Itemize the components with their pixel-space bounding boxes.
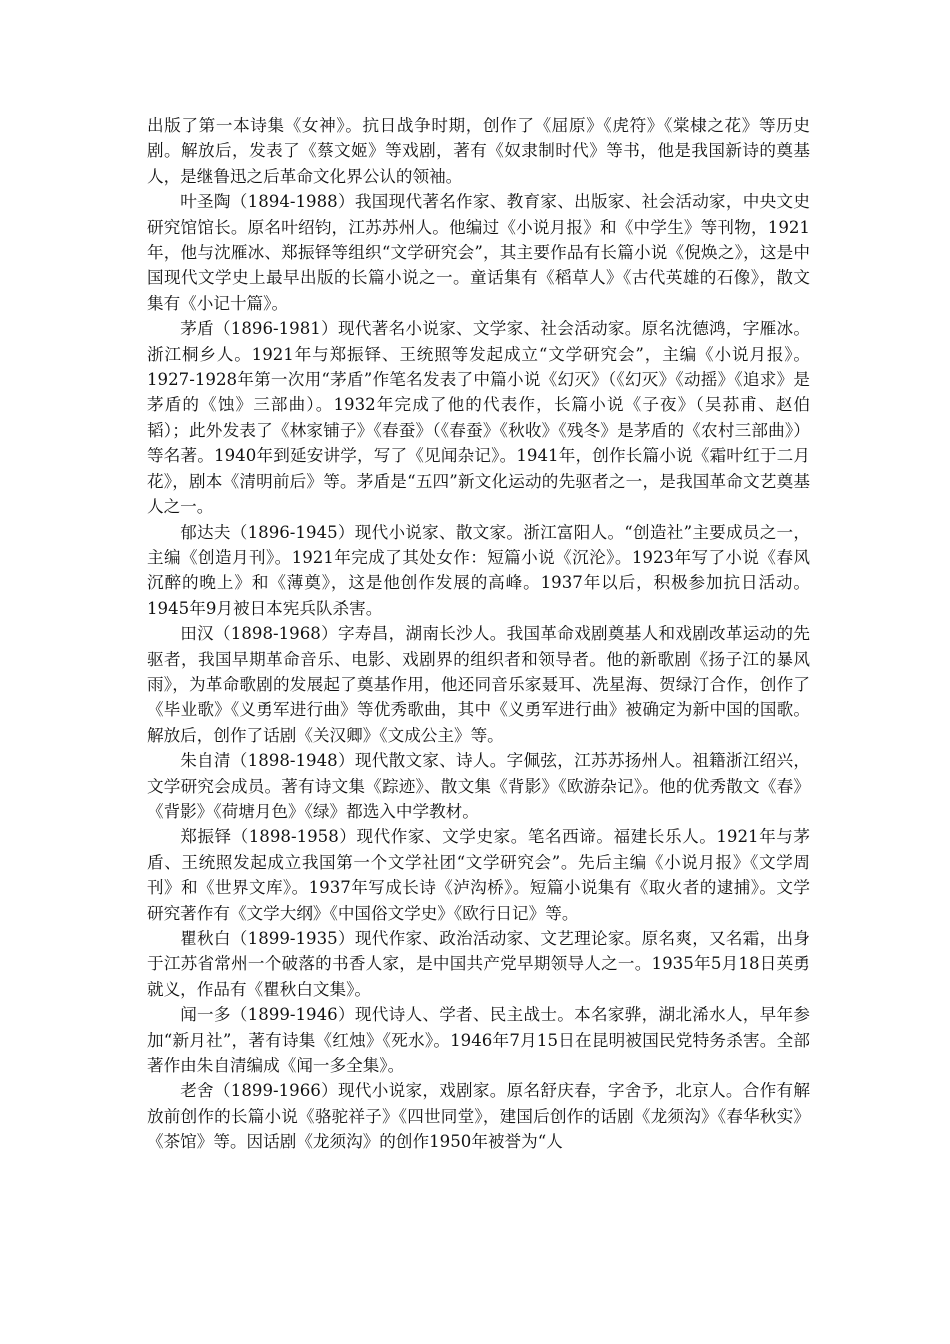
paragraph-ye-shengtao: 叶圣陶（1894-1988）我国现代著名作家、教育家、出版家、社会活动家，中央文史研究馆馆长。原名叶绍钧，江苏苏州人。他编过《小说月报》和《中学生》等刊物，1921年，他与沈雁冰、郑振铎等组织“文学研究会”，其主要作品有长篇小说《倪焕之》，这是中国现代文学史上最早出版的长篇小说之一。童话集有《稻草人》《古代英雄的石像》，散文集有《小记十篇》。 <box>147 192 810 313</box>
paragraph-wen-yiduo: 闻一多（1899-1946）现代诗人、学者、民主战士。本名家骅，湖北浠水人，早年参加“新月社”，著有诗集《红烛》《死水》。1946年7月15日在昆明被国民党特务杀害。全部著作由朱自清编成《闻一多全集》。 <box>147 1005 810 1076</box>
paragraph-guo-moruo-continued: 出版了第一本诗集《女神》。抗日战争时期，创作了《屈原》《虎符》《棠棣之花》等历史剧。解放后，发表了《蔡文姬》等戏剧，著有《奴隶制时代》等书，他是我国新诗的奠基人，是继鲁迅之后革命文化界公认的领袖。 <box>147 116 810 186</box>
paragraph-mao-dun: 茅盾（1896-1981）现代著名小说家、文学家、社会活动家。原名沈德鸿，字雁冰。浙江桐乡人。1921年与郑振铎、王统照等发起成立“文学研究会”，主编《小说月报》。1927-1928年第一次用“茅盾”作笔名发表了中篇小说《幻灭》（《幻灭》《动摇》《追求》是茅盾的《蚀》三部曲）。1932年完成了他的代表作，长篇小说《子夜》（吴荪甫、赵伯韬）；此外发表了《林家铺子》《春蚕》（《春蚕》《秋收》《残冬》是茅盾的《农村三部曲》）等名著。1940年到延安讲学，写了《见闻杂记》。1941年，创作长篇小说《霜叶红于二月花》，剧本《清明前后》等。茅盾是“五四”新文化运动的先驱者之一，是我国革命文艺奠基人之一。 <box>147 319 810 517</box>
paragraph-yu-dafu: 郁达夫（1896-1945）现代小说家、散文家。浙江富阳人。“创造社”主要成员之一，主编《创造月刊》。1921年完成了其处女作：短篇小说《沉沦》。1923年写了小说《春风沉醉的晚上》和《薄奠》，这是他创作发展的高峰。1937年以后，积极参加抗日活动。1945年9月被日本宪兵队杀害。 <box>147 522 810 618</box>
paragraph-zhu-ziqing: 朱自清（1898-1948）现代散文家、诗人。字佩弦，江苏苏扬州人。祖籍浙江绍兴，文学研究会成员。著有诗文集《踪迹》、散文集《背影》《欧游杂记》。他的优秀散文《春》《背影》《荷塘月色》《绿》都选入中学教材。 <box>147 751 810 821</box>
paragraph-zheng-zhenduo: 郑振铎（1898-1958）现代作家、文学史家。笔名西谛。福建长乐人。1921年与茅盾、王统照发起成立我国第一个文学社团“文学研究会”。先后主编《小说月报》《文学周刊》和《世界文库》。1937年写成长诗《泸沟桥》。短篇小说集有《取火者的逮捕》。文学研究著作有《文学大纲》《中国俗文学史》《欧行日记》等。 <box>147 827 810 923</box>
document-body <box>147 113 810 1155</box>
paragraph-tian-han: 田汉（1898-1968）字寿昌，湖南长沙人。我国革命戏剧奠基人和戏剧改革运动的先驱者，我国早期革命音乐、电影、戏剧界的组织者和领导者。他的新歌剧《扬子江的暴风雨》，为革命歌剧的发展起了奠基作用，他还同音乐家聂耳、冼星海、贺绿汀合作，创作了《毕业歌》《义勇军进行曲》等优秀歌曲，其中《义勇军进行曲》被确定为新中国的国歌。解放后，创作了话剧《关汉卿》《文成公主》等。 <box>147 624 810 745</box>
paragraph-qu-qiubai: 瞿秋白（1899-1935）现代作家、政治活动家、文艺理论家。原名爽，又名霜，出身于江苏省常州一个破落的书香人家，是中国共产党早期领导人之一。1935年5月18日英勇就义，作品有《瞿秋白文集》。 <box>147 929 810 999</box>
paragraph-lao-she: 老舍（1899-1966）现代小说家，戏剧家。原名舒庆春，字舍予，北京人。合作有解放前创作的长篇小说《骆驼祥子》《四世同堂》，建国后创作的话剧《龙须沟》《春华秋实》《茶馆》等。因话剧《龙须沟》的创作1950年被誉为“人 <box>147 1081 810 1152</box>
